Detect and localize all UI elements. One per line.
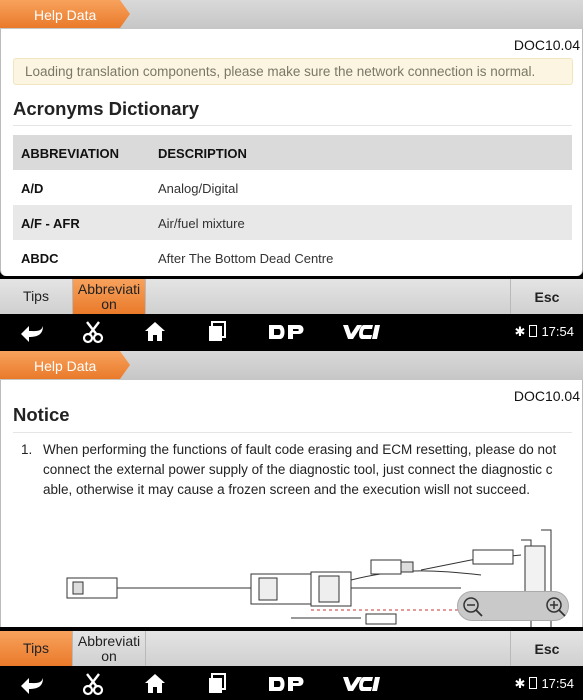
scissors-icon[interactable]: [82, 320, 104, 344]
list-number: 1.: [21, 442, 33, 457]
back-icon[interactable]: [18, 672, 46, 696]
status-time: 17:54: [541, 676, 574, 691]
title-bar: [0, 0, 583, 29]
status-area: [515, 324, 574, 340]
zoom-out-icon[interactable]: [461, 595, 484, 618]
abbreviation-cell: A/D: [21, 181, 44, 196]
doc-id: DOC10.04: [513, 37, 580, 53]
back-icon[interactable]: [18, 320, 46, 344]
tab-tips[interactable]: [0, 279, 73, 314]
bluetooth-icon: ✱: [514, 676, 526, 691]
window-title: Help Data: [34, 7, 97, 23]
tab-abbreviation-label-line2: on: [101, 647, 117, 664]
esc-button[interactable]: [510, 279, 583, 314]
abbreviation-cell: ABDC: [21, 251, 59, 266]
scissors-icon[interactable]: [82, 672, 104, 696]
loading-notice: [13, 58, 573, 85]
tab-tips-label: Tips: [23, 288, 49, 304]
battery-icon: [529, 677, 537, 689]
column-header-description: DESCRIPTION: [158, 146, 247, 161]
page-title: Acronyms Dictionary: [13, 98, 200, 119]
tab-abbreviation[interactable]: [73, 631, 146, 666]
column-header-abbreviation: ABBREVIATION: [21, 146, 119, 161]
window-title: Help Data: [34, 358, 97, 374]
esc-button-label: Esc: [534, 288, 560, 305]
system-nav-bar: [0, 314, 583, 350]
notice-paragraph: When performing the functions of fault code erasing and ECM resetting, please do not connect the external power supply of the diagnostic tool, just connect the diagnostic c able, otherwise it may cause a frozen screen and the execution wisll not succeed.: [43, 442, 557, 497]
tab-abbreviation-label-line2: on: [101, 295, 117, 312]
abbreviation-cell: A/F - AFR: [21, 216, 80, 231]
description-cell: After The Bottom Dead Centre: [158, 251, 334, 266]
loading-notice-text: Loading translation components, please make sure the network connection is normal.: [25, 64, 536, 79]
esc-button-label: Esc: [534, 640, 560, 657]
heading-divider: [13, 125, 572, 126]
table-row: [13, 205, 572, 240]
status-area: [515, 676, 574, 692]
table-row: [13, 170, 572, 205]
dp-logo-icon[interactable]: [266, 672, 306, 696]
acronyms-table: [13, 135, 572, 275]
zoom-in-icon[interactable]: [544, 595, 567, 618]
description-cell: Analog/Digital: [158, 181, 239, 196]
home-icon[interactable]: [144, 672, 166, 696]
home-icon[interactable]: [144, 320, 166, 344]
battery-icon: [529, 325, 537, 337]
status-time: 17:54: [541, 324, 574, 339]
notice-list-item: [21, 440, 573, 500]
tab-abbreviation-label-line1: Abbreviati: [77, 632, 141, 649]
bottom-tab-bar: [0, 279, 583, 314]
doc-id: DOC10.04: [513, 388, 580, 404]
vci-logo-icon[interactable]: [340, 672, 384, 696]
system-nav-bar: [0, 666, 583, 700]
tab-tips[interactable]: [0, 631, 73, 666]
help-content[interactable]: [0, 29, 583, 276]
recent-apps-icon[interactable]: [207, 672, 227, 696]
recent-apps-icon[interactable]: [207, 320, 227, 344]
esc-button[interactable]: [510, 631, 583, 666]
bottom-tab-bar: [0, 631, 583, 666]
tips-screen: [0, 351, 583, 700]
vci-logo-icon[interactable]: [340, 320, 384, 344]
tab-abbreviation-label-line1: Abbreviati: [77, 280, 141, 297]
description-cell: Air/fuel mixture: [158, 216, 245, 231]
title-bar: [0, 351, 583, 380]
table-row: [13, 240, 572, 275]
help-content[interactable]: [0, 380, 583, 627]
bluetooth-icon: ✱: [514, 324, 526, 339]
dp-logo-icon[interactable]: [266, 320, 306, 344]
heading-divider: [13, 432, 572, 433]
zoom-control: [457, 591, 569, 621]
table-header-row: [13, 135, 572, 170]
tab-tips-label: Tips: [23, 640, 49, 656]
tab-abbreviation[interactable]: [73, 279, 146, 314]
page-title: Notice: [13, 404, 70, 425]
